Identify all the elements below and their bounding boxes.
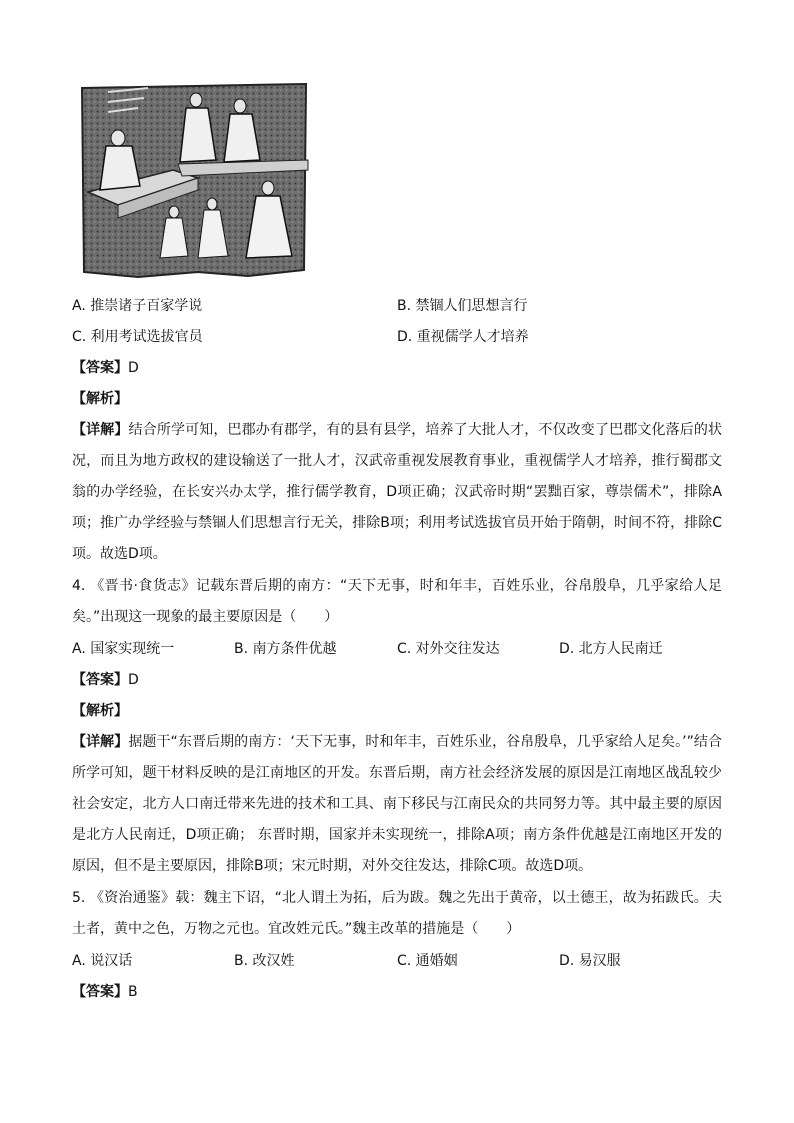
answer-value: B bbox=[128, 984, 138, 1000]
q5-stem: 5. 《资治通鉴》载：魏主下诏，“北人谓土为拓，后为跋。魏之先出于黄帝，以土德王，故为拓跋氏。夫土者，黄中之色，万物之元也。宜改姓元氏。”魏主改革的措施是（ ） bbox=[72, 890, 722, 937]
analysis-tag: 【解析】 bbox=[72, 391, 128, 407]
detail-text: 结合所学可知，巴郡办有郡学，有的县有县学，培养了大批人才，不仅改变了巴郡文化落后的状况，而且为地方政权的建设输送了一批人才，汉武帝重视发展教育事业，重视儒学人才培养，推行蜀郡文翁的办学经验，在长安兴办太学，推行儒学教育，D项正确；汉武帝时期“罢黜百家，尊崇儒术”，排除A项；推广办学经验与禁锢人们思想言行无关，排除B项；利用考试选拔官员开始于隋朝，时间不符，排除C项。故选D项。 bbox=[72, 422, 723, 562]
detail-tag: 【详解】 bbox=[72, 734, 129, 750]
q3-detail bbox=[72, 415, 722, 570]
q4-answer bbox=[72, 670, 139, 690]
relief-illustration-icon bbox=[78, 80, 310, 280]
q5-option-a: A. 说汉话 bbox=[72, 953, 133, 969]
q3-option-c: C. 利用考试选拔官员 bbox=[72, 329, 203, 345]
q4-detail bbox=[72, 727, 722, 882]
q3-analysis-heading bbox=[72, 389, 128, 409]
q4-stem: 4. 《晋书·食货志》记载东晋后期的南方：“天下无事，时和年丰，百姓乐业，谷帛殷阜，几乎家给人足矣。”出现这一现象的最主要原因是（ ） bbox=[72, 578, 722, 625]
answer-value: D bbox=[128, 672, 139, 688]
q4-option-d: D. 北方人民南迁 bbox=[559, 641, 663, 657]
q5-option-b: B. 改汉姓 bbox=[234, 953, 295, 969]
q4-option-c: C. 对外交往发达 bbox=[397, 641, 500, 657]
analysis-tag: 【解析】 bbox=[72, 703, 128, 719]
q4-option-a: A. 国家实现统一 bbox=[72, 641, 175, 657]
answer-tag: 【答案】 bbox=[72, 672, 128, 688]
detail-tag: 【详解】 bbox=[72, 422, 129, 438]
detail-text: 据题干“东晋后期的南方：‘天下无事，时和年丰，百姓乐业，谷帛殷阜，几乎家给人足矣。’”结合所学可知，题干材料反映的是江南地区的开发。东晋后期，南方社会经济发展的原因是江南地区战乱较少社会安定，北方人口南迁带来先进的技术和工具、南下移民与江南民众的共同努力等。其中最主要的原因是北方人民南迁，D项正确； 东晋时期，国家并未实现统一，排除A项；南方条件优越是江南地区开发的原因，但不是主要原因，排除B项；宋元时期，对外交往发达，排除C项。故选D项。 bbox=[72, 734, 723, 874]
answer-tag: 【答案】 bbox=[72, 984, 128, 1000]
q4-analysis-heading bbox=[72, 701, 128, 721]
q3-option-a: A. 推崇诸子百家学说 bbox=[72, 298, 203, 314]
q4-option-b: B. 南方条件优越 bbox=[234, 641, 337, 657]
q5-option-d: D. 易汉服 bbox=[559, 953, 621, 969]
q3-answer bbox=[72, 358, 139, 378]
lecture-relief-image bbox=[78, 80, 310, 280]
q3-option-d: D. 重视儒学人才培养 bbox=[397, 329, 529, 345]
q5-answer bbox=[72, 982, 138, 1002]
q5-option-c: C. 通婚姻 bbox=[397, 953, 458, 969]
q3-option-b: B. 禁锢人们思想言行 bbox=[397, 298, 528, 314]
answer-value: D bbox=[128, 360, 139, 376]
answer-tag: 【答案】 bbox=[72, 360, 128, 376]
